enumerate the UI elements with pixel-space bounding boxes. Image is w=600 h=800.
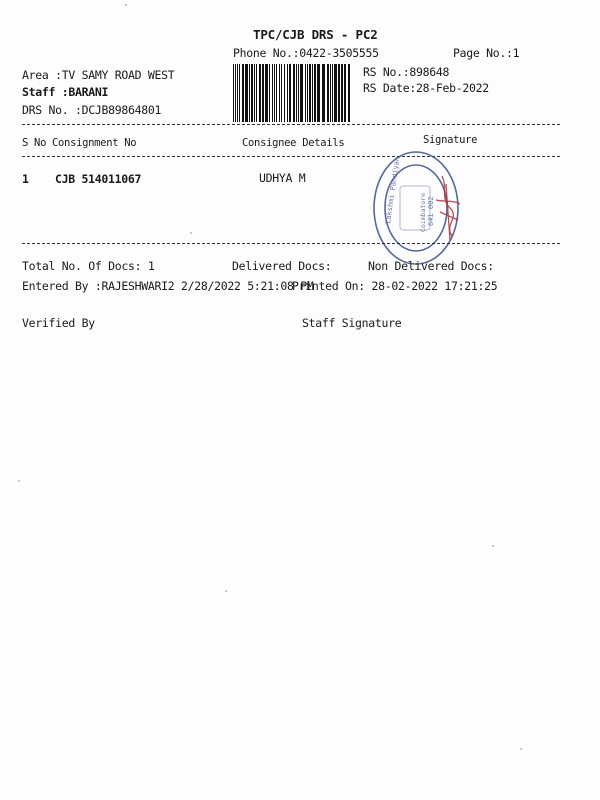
svg-text:Lakshmi Pandiyan: Lakshmi Pandiyan (384, 156, 402, 225)
total-docs: Total No. Of Docs: 1 (22, 259, 155, 273)
svg-text:641 002: 641 002 (427, 196, 435, 226)
barcode-bar (334, 64, 337, 122)
barcode-bar (262, 64, 264, 122)
company-seal-stamp (370, 140, 470, 272)
scan-speck (18, 480, 20, 482)
document-title: TPC/CJB DRS - PC2 (253, 27, 378, 42)
page-number: Page No.:1 (453, 46, 520, 60)
barcode-bar (305, 64, 306, 122)
staff-signature-label: Staff Signature (302, 316, 402, 330)
barcode-bar (330, 64, 331, 122)
barcode-bar (254, 64, 255, 122)
barcode-bar (293, 64, 295, 122)
printed-on: Printed On: 28-02-2022 17:21:25 (292, 279, 498, 293)
col-header-sno: S No (22, 137, 47, 149)
row-consignee-name: UDHYA M (259, 171, 306, 185)
barcode-bar (279, 64, 280, 122)
scan-speck (492, 545, 494, 547)
barcode-bar (341, 64, 343, 122)
barcode-bar (274, 64, 275, 122)
barcode-bar (307, 64, 308, 122)
barcode-bar (309, 64, 311, 122)
barcode-bar (251, 64, 253, 122)
barcode-bar (284, 64, 285, 122)
rule-bottom (22, 243, 560, 244)
barcode-bar (239, 64, 240, 122)
rule-top (22, 124, 560, 125)
barcode-bar (265, 64, 268, 122)
barcode-bar (298, 64, 299, 122)
row-consignment-number: CJB 514011067 (55, 172, 142, 186)
area-label: Area :TV SAMY ROAD WEST (22, 68, 175, 82)
barcode-bar (287, 64, 288, 122)
entered-by: Entered By :RAJESHWARI2 2/28/2022 5:21:08 PM (22, 279, 314, 293)
barcode-bar (289, 64, 291, 122)
verified-by-label: Verified By (22, 316, 95, 330)
row-sno: 1 (22, 172, 29, 186)
barcode-bar (276, 64, 277, 122)
barcode-bar (256, 64, 257, 122)
col-header-consignee: Consignee Details (242, 137, 345, 149)
rs-date: RS Date:28-Feb-2022 (363, 81, 489, 95)
scan-speck (225, 590, 227, 592)
drs-number: DRS No. :DCJB89864801 (22, 103, 162, 117)
scan-speck (190, 232, 192, 234)
barcode-bar (300, 64, 303, 122)
staff-label: Staff :BARANI (22, 85, 109, 99)
barcode-bar (322, 64, 325, 122)
barcode-bar (235, 64, 236, 122)
barcode-bar (332, 64, 333, 122)
barcode-bar (237, 64, 238, 122)
barcode-bar (259, 64, 261, 122)
barcode-bar (245, 64, 248, 122)
col-header-consignment: Consignment No (52, 137, 137, 149)
barcode-bar (312, 64, 313, 122)
scan-speck (520, 748, 522, 750)
barcode-bar (348, 64, 350, 122)
barcode (232, 64, 354, 122)
barcode-bar (233, 64, 234, 122)
col-header-signature: Signature (423, 134, 478, 146)
phone-number: Phone No.:0422-3505555 (233, 46, 379, 60)
barcode-bar (314, 64, 316, 122)
barcode-bar (281, 64, 282, 122)
barcode-bar (317, 64, 320, 122)
barcode-bar (296, 64, 297, 122)
barcode-bar (249, 64, 250, 122)
barcode-bar (272, 64, 273, 122)
barcode-bar (269, 64, 270, 122)
delivered-docs: Delivered Docs: (232, 259, 332, 273)
barcode-bar (344, 64, 346, 122)
non-delivered-docs: Non Delivered Docs: (368, 259, 494, 273)
scan-speck (125, 4, 127, 6)
barcode-bar (338, 64, 340, 122)
barcode-bar (327, 64, 329, 122)
rule-header (22, 156, 560, 157)
barcode-bar (242, 64, 244, 122)
rs-number: RS No.:898648 (363, 65, 450, 79)
svg-text:Coimbatore: Coimbatore (419, 192, 427, 232)
